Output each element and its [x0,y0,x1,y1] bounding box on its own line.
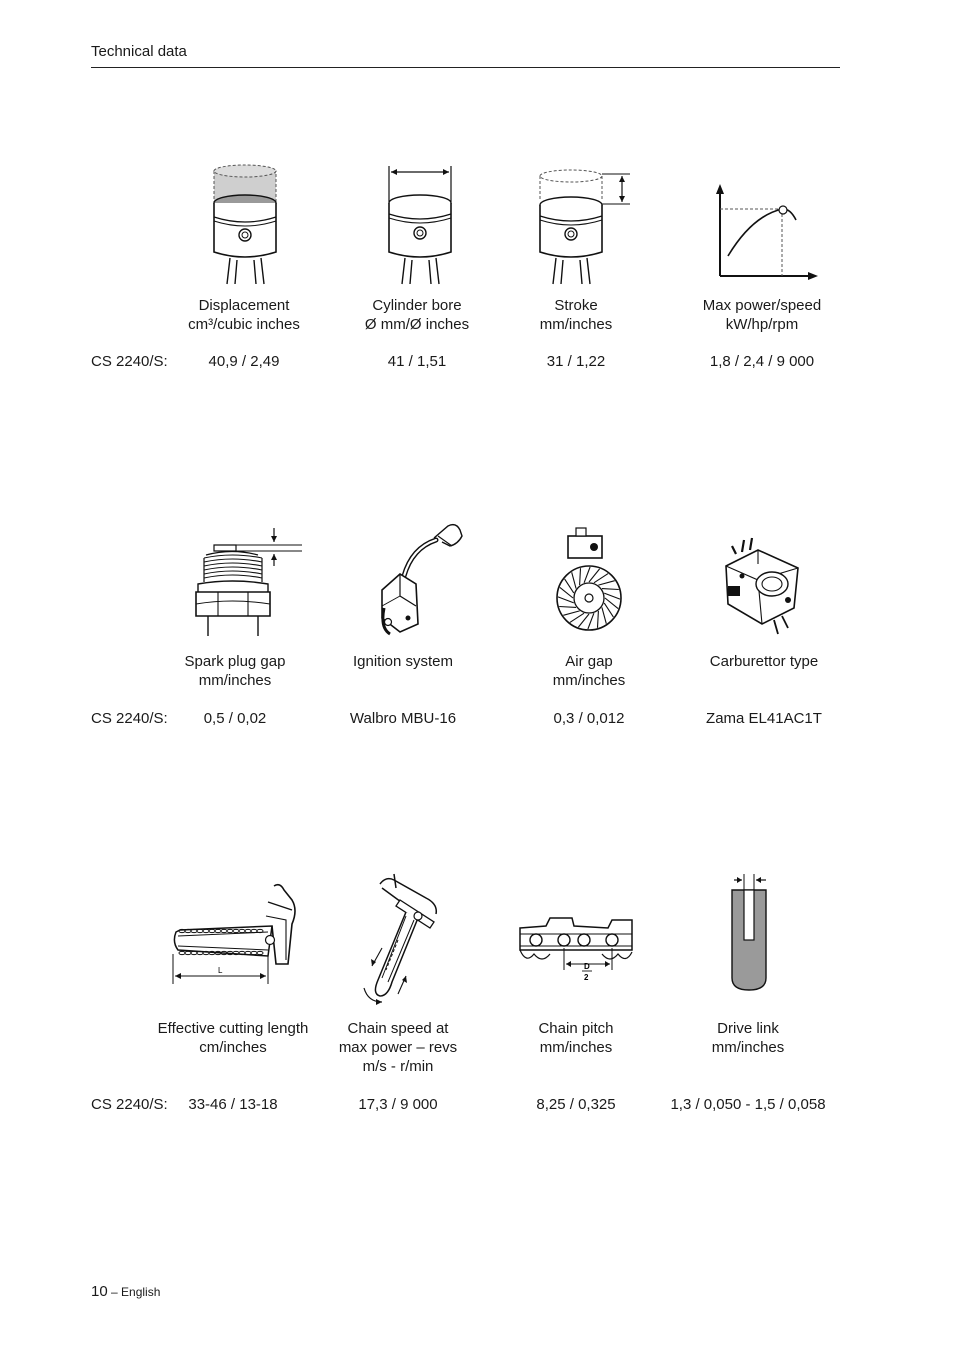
caption-line: cm³/cubic inches [188,316,300,333]
page-footer [91,1283,160,1300]
max-power-speed-value: 1,8 / 2,4 / 9 000 [709,353,815,370]
stroke-label [506,296,646,334]
spark-plug-gap-value: 0,5 / 0,02 [203,710,267,727]
piston-displacement-icon [208,162,284,286]
air-gap-label [519,652,659,690]
flywheel-icon [550,526,630,626]
carburettor-icon [722,538,804,634]
caption-line: Drive link [717,1020,779,1037]
chain-pitch-diagram-label-2: 2 [584,973,589,982]
cutting-length-diagram-label: L [218,966,223,975]
caption-line: mm/inches [552,672,626,689]
cutting-length-icon [168,880,304,988]
caption-line: mm/inches [539,1039,613,1056]
model-label: CS 2240/S: [91,353,168,370]
caption-line: max power – revs [338,1039,458,1056]
max-power-speed-label [686,296,838,334]
caption-line: Max power/speed [702,297,822,314]
piston-stroke-icon [534,162,634,286]
chain-pitch-icon [516,910,636,986]
chain-pitch-label [506,1019,646,1057]
caption-line: kW/hp/rpm [725,316,799,333]
effective-cutting-length-label [143,1019,323,1057]
caption-line: Cylinder bore [372,297,462,314]
ignition-system-label [333,652,473,671]
spark-plug-gap-label [165,652,305,690]
piston-bore-icon [382,162,458,286]
cylinder-bore-label [347,296,487,334]
drive-link-value: 1,3 / 0,050 - 1,5 / 0,058 [670,1096,826,1113]
caption-line: Spark plug gap [184,653,286,670]
chain-pitch-diagram-label: D [584,962,590,971]
displacement-value: 40,9 / 2,49 [208,353,280,370]
caption-line: mm/inches [711,1039,785,1056]
carburettor-type-value: Zama EL41AC1T [706,710,822,727]
caption-line: Ø mm/Ø inches [364,316,470,333]
ignition-coil-icon [372,518,467,643]
carburettor-type-label [689,652,839,671]
effective-cutting-length-value: 33-46 / 13-18 [188,1096,278,1113]
ignition-system-value: Walbro MBU-16 [349,710,457,727]
caption-line: m/s - r/min [362,1058,434,1075]
chain-speed-label [323,1019,473,1076]
drive-link-icon [726,874,772,994]
displacement-label [174,296,314,334]
caption-line: Effective cutting length [157,1020,309,1037]
caption-line: Carburettor type [709,653,819,670]
caption-line: mm/inches [539,316,613,333]
page-number: 10 [91,1283,108,1300]
caption-line: Chain pitch [538,1020,614,1037]
drive-link-label [678,1019,818,1057]
stroke-value: 31 / 1,22 [546,353,606,370]
caption-line: Chain speed at [347,1020,449,1037]
spark-plug-icon [192,528,304,638]
chain-pitch-value: 8,25 / 0,325 [536,1096,616,1113]
caption-line: Ignition system [352,653,454,670]
power-curve-icon [712,180,822,280]
caption-line: Stroke [554,297,598,314]
caption-line: mm/inches [198,672,272,689]
model-label: CS 2240/S: [91,1096,168,1113]
footer-separator: – [107,1285,122,1299]
page-header-title: Technical data [91,43,187,60]
cylinder-bore-value: 41 / 1,51 [387,353,447,370]
air-gap-value: 0,3 / 0,012 [553,710,625,727]
model-label: CS 2240/S: [91,710,168,727]
header-divider [91,67,840,68]
caption-line: cm/inches [199,1039,267,1056]
footer-language: English [121,1285,161,1299]
chain-speed-icon [356,870,456,1005]
caption-line: Displacement [198,297,290,314]
chain-speed-value: 17,3 / 9 000 [358,1096,438,1113]
caption-line: Air gap [565,653,613,670]
